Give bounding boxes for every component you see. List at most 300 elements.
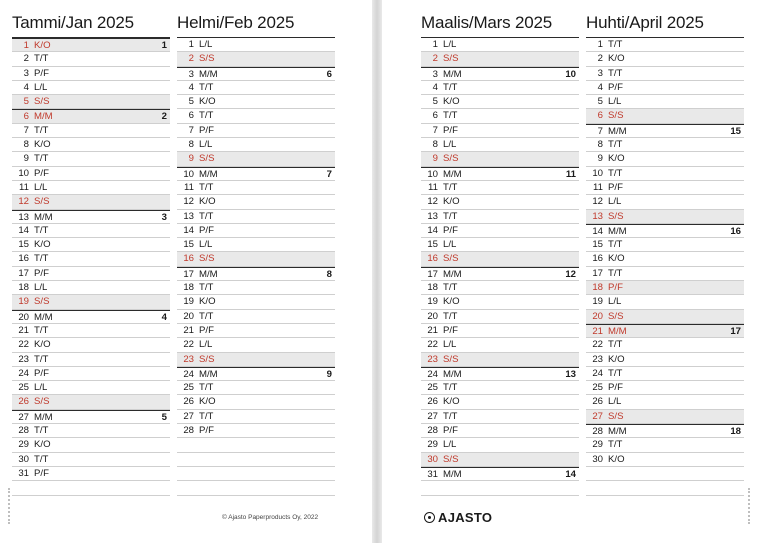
weekday-abbr: L/L [34, 382, 48, 394]
day-row [586, 124, 744, 138]
brand-logo [424, 510, 492, 525]
weekday-abbr: L/L [34, 282, 48, 294]
day-row [177, 281, 335, 295]
weekday-abbr: T/T [608, 67, 623, 79]
weekday-abbr: M/M [608, 325, 627, 337]
week-number: 7 [326, 168, 332, 180]
week-number: 2 [161, 111, 167, 123]
day-row [421, 167, 579, 181]
day-number: 14 [427, 224, 438, 236]
weekday-abbr: T/T [443, 310, 458, 322]
day-row [12, 438, 170, 452]
day-number: 7 [188, 124, 194, 136]
day-row [12, 310, 170, 324]
weekday-abbr: T/T [608, 367, 623, 379]
weekday-abbr: K/O [34, 239, 51, 251]
day-number: 5 [23, 96, 29, 108]
day-number: 20 [183, 310, 194, 322]
day-row [586, 395, 744, 409]
weekday-abbr: T/T [34, 253, 49, 265]
day-row [177, 238, 335, 252]
day-row [586, 81, 744, 95]
day-row [586, 67, 744, 81]
day-row [586, 167, 744, 181]
day-number: 24 [427, 368, 438, 380]
day-number: 30 [592, 453, 603, 465]
day-number: 29 [427, 439, 438, 451]
month-title: Helmi/Feb 2025 [177, 13, 295, 32]
weekday-abbr: K/O [443, 396, 460, 408]
weekday-abbr: S/S [34, 96, 50, 108]
day-row [586, 210, 744, 224]
day-number: 17 [427, 268, 438, 280]
weekday-abbr: M/M [199, 168, 218, 180]
day-number: 2 [597, 53, 603, 65]
day-row [421, 453, 579, 467]
weekday-abbr: K/O [608, 153, 625, 165]
weekday-abbr: S/S [608, 410, 624, 422]
weekday-abbr: S/S [608, 210, 624, 222]
weekday-abbr: L/L [34, 81, 48, 93]
day-row [421, 109, 579, 123]
day-number: 15 [18, 239, 29, 251]
month-title: Maalis/Mars 2025 [421, 13, 552, 32]
day-number: 23 [183, 353, 194, 365]
weekday-abbr: T/T [608, 39, 623, 50]
day-number: 8 [432, 139, 438, 151]
day-row [421, 381, 579, 395]
day-number: 7 [597, 125, 603, 137]
day-row [421, 395, 579, 409]
day-number: 28 [18, 425, 29, 437]
week-number: 13 [565, 368, 576, 380]
weekday-abbr: P/F [34, 167, 49, 179]
day-number: 13 [592, 210, 603, 222]
weekday-abbr: P/F [34, 367, 49, 379]
weekday-abbr: M/M [443, 468, 462, 480]
day-number: 26 [18, 396, 29, 408]
day-row [177, 81, 335, 95]
day-number: 2 [432, 53, 438, 65]
day-number: 26 [183, 396, 194, 408]
week-number: 3 [161, 211, 167, 223]
weekday-abbr: P/F [199, 324, 214, 336]
day-row [421, 367, 579, 381]
weekday-abbr: T/T [608, 339, 623, 351]
day-row [12, 52, 170, 66]
weekday-abbr: S/S [199, 153, 215, 165]
month-february [177, 12, 335, 496]
day-row [12, 453, 170, 467]
day-row [12, 152, 170, 166]
weekday-abbr: T/T [608, 239, 623, 251]
day-row [12, 195, 170, 209]
weekday-abbr: L/L [443, 339, 457, 351]
day-row [12, 224, 170, 238]
day-number: 2 [23, 53, 29, 65]
ajasto-logo-icon [424, 512, 435, 523]
day-row [12, 338, 170, 352]
empty-row [586, 467, 744, 481]
day-list [177, 37, 335, 496]
weekday-abbr: T/T [34, 353, 49, 365]
weekday-abbr: M/M [443, 168, 462, 180]
weekday-abbr: P/F [34, 267, 49, 279]
day-row [421, 438, 579, 452]
day-row [421, 238, 579, 252]
weekday-abbr: T/T [34, 324, 49, 336]
weekday-abbr: T/T [608, 439, 623, 451]
weekday-abbr: L/L [608, 396, 622, 408]
day-list [12, 37, 170, 496]
day-row [12, 167, 170, 181]
weekday-abbr: M/M [443, 68, 462, 80]
weekday-abbr: M/M [34, 111, 53, 123]
day-row [177, 338, 335, 352]
day-number: 10 [427, 168, 438, 180]
week-number: 1 [161, 40, 167, 51]
day-row [12, 81, 170, 95]
day-row [586, 195, 744, 209]
day-number: 19 [427, 296, 438, 308]
day-row [177, 67, 335, 81]
day-number: 4 [432, 81, 438, 93]
weekday-abbr: P/F [199, 124, 214, 136]
weekday-abbr: M/M [34, 211, 53, 223]
day-row [586, 424, 744, 438]
weekday-abbr: M/M [608, 125, 627, 137]
day-row [421, 81, 579, 95]
day-row [12, 109, 170, 123]
day-number: 4 [188, 81, 194, 93]
day-row [12, 381, 170, 395]
week-number: 11 [565, 168, 576, 180]
weekday-abbr: T/T [199, 181, 214, 193]
day-row [177, 95, 335, 109]
day-row [177, 267, 335, 281]
day-row [12, 295, 170, 309]
day-row [177, 38, 335, 52]
day-row [421, 338, 579, 352]
day-row [421, 224, 579, 238]
weekday-abbr: P/F [443, 324, 458, 336]
day-number: 4 [23, 81, 29, 93]
day-row [177, 310, 335, 324]
weekday-abbr: P/F [608, 181, 623, 193]
week-number: 16 [730, 225, 741, 237]
weekday-abbr: M/M [608, 426, 627, 438]
day-row [12, 410, 170, 424]
day-number: 24 [18, 367, 29, 379]
weekday-abbr: K/O [608, 253, 625, 265]
day-number: 3 [23, 67, 29, 79]
brand-name: AJASTO [438, 510, 493, 525]
week-number: 4 [161, 311, 167, 323]
weekday-abbr: T/T [199, 410, 214, 422]
day-number: 1 [188, 39, 194, 50]
weekday-abbr: K/O [443, 296, 460, 308]
day-number: 13 [427, 210, 438, 222]
day-row [177, 367, 335, 381]
day-number: 7 [23, 124, 29, 136]
day-number: 9 [597, 153, 603, 165]
day-number: 21 [18, 324, 29, 336]
day-row [421, 424, 579, 438]
weekday-abbr: L/L [199, 39, 213, 50]
day-row [12, 67, 170, 81]
week-number: 17 [730, 325, 741, 337]
day-number: 6 [432, 110, 438, 122]
day-number: 19 [18, 296, 29, 308]
weekday-abbr: S/S [443, 353, 459, 365]
day-number: 8 [597, 139, 603, 151]
day-number: 21 [592, 325, 603, 337]
book-gutter [372, 0, 382, 543]
day-number: 29 [592, 439, 603, 451]
week-number: 10 [565, 68, 576, 80]
day-number: 19 [592, 296, 603, 308]
day-row [586, 95, 744, 109]
weekday-abbr: L/L [199, 139, 213, 151]
weekday-abbr: K/O [199, 96, 216, 108]
week-number: 8 [326, 268, 332, 280]
day-row [177, 124, 335, 138]
empty-row [177, 467, 335, 481]
day-row [421, 252, 579, 266]
month-april [586, 12, 744, 496]
weekday-abbr: S/S [443, 153, 459, 165]
day-number: 12 [427, 196, 438, 208]
day-row [421, 138, 579, 152]
weekday-abbr: S/S [443, 253, 459, 265]
day-number: 19 [183, 296, 194, 308]
day-number: 17 [183, 268, 194, 280]
day-row [421, 267, 579, 281]
weekday-abbr: T/T [608, 139, 623, 151]
day-number: 5 [188, 96, 194, 108]
day-number: 12 [183, 196, 194, 208]
day-number: 16 [592, 253, 603, 265]
weekday-abbr: L/L [608, 296, 622, 308]
day-row [12, 424, 170, 438]
day-row [421, 210, 579, 224]
day-row [586, 324, 744, 338]
day-number: 6 [23, 111, 29, 123]
weekday-abbr: S/S [34, 396, 50, 408]
empty-row [177, 453, 335, 467]
weekday-abbr: T/T [34, 453, 49, 465]
weekday-abbr: S/S [443, 53, 459, 65]
day-number: 3 [432, 68, 438, 80]
day-row [586, 281, 744, 295]
day-row [586, 338, 744, 352]
day-row [421, 152, 579, 166]
weekday-abbr: S/S [199, 253, 215, 265]
day-number: 24 [183, 368, 194, 380]
day-number: 20 [427, 310, 438, 322]
day-number: 16 [183, 253, 194, 265]
weekday-abbr: T/T [34, 124, 49, 136]
weekday-abbr: M/M [199, 268, 218, 280]
day-number: 20 [592, 310, 603, 322]
day-row [586, 267, 744, 281]
month-title: Tammi/Jan 2025 [12, 13, 134, 32]
day-number: 15 [183, 239, 194, 251]
weekday-abbr: K/O [608, 353, 625, 365]
weekday-abbr: K/O [199, 296, 216, 308]
weekday-abbr: M/M [199, 368, 218, 380]
weekday-abbr: K/O [199, 396, 216, 408]
day-number: 13 [183, 210, 194, 222]
day-row [586, 438, 744, 452]
day-number: 21 [427, 324, 438, 336]
day-row [177, 324, 335, 338]
weekday-abbr: M/M [443, 268, 462, 280]
weekday-abbr: L/L [199, 339, 213, 351]
day-number: 15 [592, 239, 603, 251]
weekday-abbr: P/F [443, 425, 458, 437]
day-number: 23 [18, 353, 29, 365]
day-number: 31 [18, 467, 29, 479]
day-row [12, 210, 170, 224]
weekday-abbr: K/O [443, 196, 460, 208]
day-row [586, 238, 744, 252]
day-number: 27 [592, 410, 603, 422]
week-number: 5 [161, 411, 167, 423]
weekday-abbr: S/S [34, 196, 50, 208]
day-row [586, 252, 744, 266]
weekday-abbr: L/L [443, 139, 457, 151]
weekday-abbr: K/O [34, 439, 51, 451]
day-row [177, 424, 335, 438]
day-row [12, 138, 170, 152]
day-row [12, 324, 170, 338]
weekday-abbr: P/F [443, 224, 458, 236]
day-number: 10 [592, 167, 603, 179]
day-row [421, 353, 579, 367]
weekday-abbr: P/F [608, 382, 623, 394]
day-row [12, 238, 170, 252]
weekday-abbr: T/T [443, 210, 458, 222]
day-number: 16 [427, 253, 438, 265]
month-march [421, 12, 579, 496]
weekday-abbr: T/T [443, 181, 458, 193]
day-number: 13 [18, 211, 29, 223]
weekday-abbr: S/S [199, 353, 215, 365]
weekday-abbr: T/T [199, 110, 214, 122]
weekday-abbr: M/M [199, 68, 218, 80]
day-row [177, 252, 335, 266]
day-number: 31 [427, 468, 438, 480]
day-row [12, 395, 170, 409]
empty-row [421, 481, 579, 495]
day-row [586, 453, 744, 467]
weekday-abbr: L/L [443, 239, 457, 251]
day-number: 30 [18, 453, 29, 465]
day-number: 25 [427, 382, 438, 394]
month-title: Huhti/April 2025 [586, 13, 704, 32]
day-row [421, 38, 579, 52]
day-row [12, 181, 170, 195]
day-row [177, 152, 335, 166]
day-row [177, 167, 335, 181]
day-number: 17 [592, 267, 603, 279]
day-number: 28 [183, 425, 194, 437]
day-number: 24 [592, 367, 603, 379]
weekday-abbr: K/O [443, 96, 460, 108]
day-number: 22 [18, 339, 29, 351]
day-row [421, 467, 579, 481]
day-row [177, 181, 335, 195]
day-number: 25 [183, 382, 194, 394]
day-row [177, 381, 335, 395]
day-number: 8 [23, 139, 29, 151]
day-row [421, 295, 579, 309]
day-number: 25 [18, 382, 29, 394]
day-number: 22 [592, 339, 603, 351]
day-row [586, 310, 744, 324]
day-row [421, 181, 579, 195]
day-number: 18 [592, 282, 603, 294]
weekday-abbr: T/T [443, 110, 458, 122]
day-number: 29 [18, 439, 29, 451]
day-number: 28 [427, 425, 438, 437]
day-number: 12 [592, 196, 603, 208]
day-row [177, 109, 335, 123]
weekday-abbr: L/L [443, 439, 457, 451]
week-number: 9 [326, 368, 332, 380]
day-number: 2 [188, 53, 194, 65]
day-row [586, 353, 744, 367]
day-row [177, 138, 335, 152]
weekday-abbr: M/M [608, 225, 627, 237]
weekday-abbr: K/O [199, 196, 216, 208]
day-row [586, 38, 744, 52]
weekday-abbr: K/O [608, 453, 625, 465]
weekday-abbr: L/L [443, 39, 457, 50]
day-number: 1 [432, 39, 438, 50]
day-row [12, 367, 170, 381]
day-row [421, 124, 579, 138]
day-row [586, 138, 744, 152]
weekday-abbr: T/T [199, 210, 214, 222]
weekday-abbr: S/S [608, 310, 624, 322]
day-number: 15 [427, 239, 438, 251]
day-number: 5 [597, 96, 603, 108]
weekday-abbr: K/O [34, 40, 51, 51]
weekday-abbr: T/T [199, 81, 214, 93]
day-number: 14 [18, 224, 29, 236]
empty-row [586, 481, 744, 495]
weekday-abbr: L/L [608, 196, 622, 208]
day-row [12, 281, 170, 295]
weekday-abbr: S/S [34, 296, 50, 308]
day-number: 3 [597, 67, 603, 79]
day-row [177, 210, 335, 224]
weekday-abbr: P/F [608, 282, 623, 294]
weekday-abbr: K/O [608, 53, 625, 65]
weekday-abbr: T/T [443, 382, 458, 394]
day-row [586, 410, 744, 424]
day-number: 26 [427, 396, 438, 408]
empty-row [12, 481, 170, 495]
weekday-abbr: T/T [34, 153, 49, 165]
day-number: 18 [18, 282, 29, 294]
day-number: 22 [427, 339, 438, 351]
weekday-abbr: S/S [608, 110, 624, 122]
weekday-abbr: T/T [443, 81, 458, 93]
empty-row [177, 438, 335, 452]
